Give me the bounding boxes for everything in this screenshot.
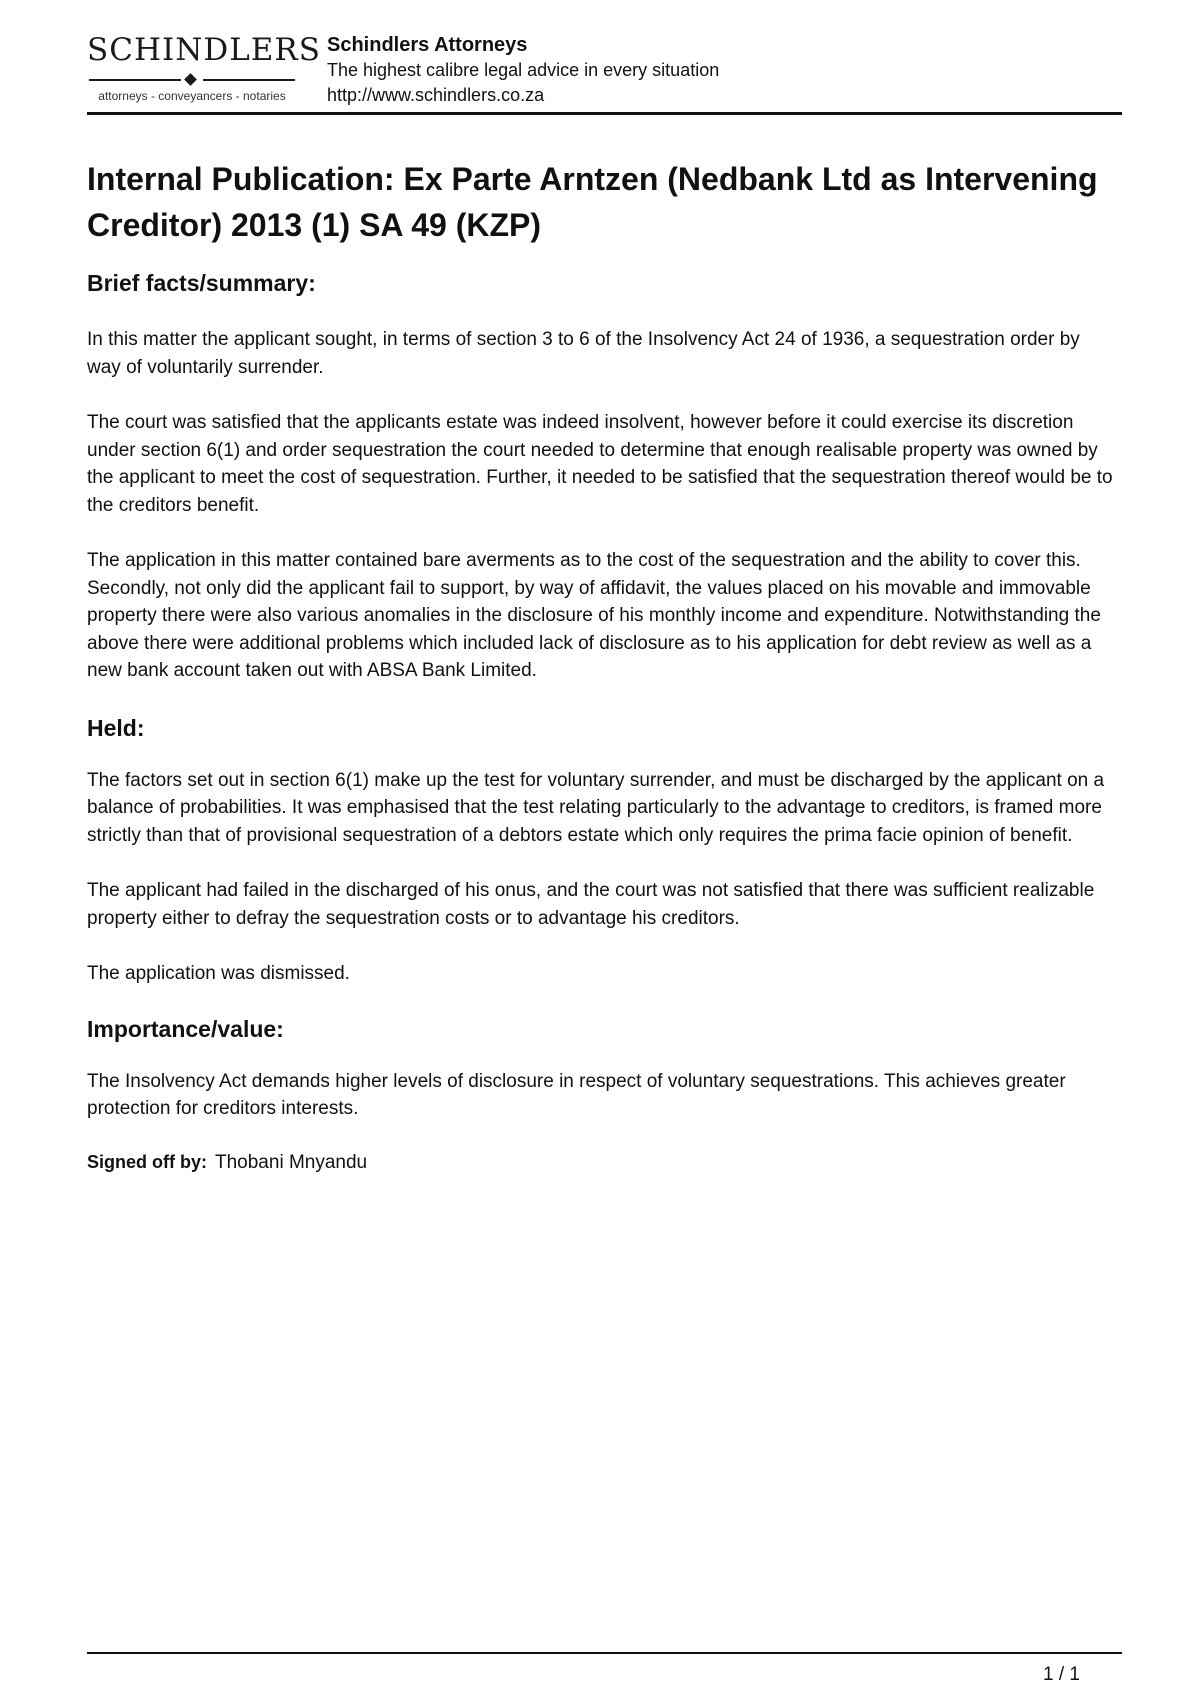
signed-off-name: Thobani Mnyandu	[215, 1151, 368, 1173]
firm-url[interactable]: http://www.schindlers.co.za	[327, 85, 545, 105]
firm-name: Schindlers Attorneys	[327, 34, 528, 56]
schindlers-logo	[87, 32, 322, 104]
paragraph: The Insolvency Act demands higher levels of disclosure in respect of voluntary sequestrations. This achieves greater protection for creditors interests.	[87, 1070, 1066, 1119]
paragraph: The factors set out in section 6(1) make up the test for voluntary surrender, and must be discharged by the applicant on a balance of probabilities. It was emphasised that the test relating particularly to the advantage to creditors, is framed more strictly than that of provisional sequestration of a debtors estate which only requires the prima facie opinion of benefit.	[87, 769, 1105, 846]
paragraph: The applicant had failed in the discharged of his onus, and the court was not satisfied that there was sufficient realizable property either to defray the sequestration costs or to advantage his creditors.	[87, 880, 1095, 929]
footer-divider	[87, 1652, 1122, 1654]
logo-tagline: attorneys - conveyancers - notaries	[98, 89, 286, 103]
logo-wordmark: SCHINDLERS	[87, 32, 322, 68]
section-heading-importance: Importance/value:	[87, 1015, 284, 1042]
article-body	[87, 156, 1117, 1176]
signed-off-label: Signed off by:	[87, 1151, 207, 1172]
logo-rule-left	[89, 79, 181, 81]
diamond-icon	[184, 73, 197, 86]
paragraph: The application in this matter contained bare averments as to the cost of the sequestration and the ability to cover this. Secondly, not only did the applicant fail to support, by way of affidavit, the values placed on his movable and immovable property there were also various anomalies in the disclosure of his monthly income and expenditure. Notwithstanding the above there were additional problems which included lack of disclosure as to his application for debt review as well as a new bank account taken out with ABSA Bank Limited.	[87, 550, 1101, 681]
section-heading-held: Held:	[87, 714, 145, 741]
firm-info	[327, 32, 719, 108]
logo-rule	[89, 74, 295, 86]
page-header	[87, 28, 1122, 115]
paragraph: In this matter the applicant sought, in terms of section 3 to 6 of the Insolvency Act 24 of 1936, a sequestration order by way of voluntarily surrender.	[87, 329, 1080, 378]
paragraph: The application was dismissed.	[87, 963, 350, 984]
section-heading-brief-facts: Brief facts/summary:	[87, 270, 316, 296]
paragraph: The court was satisfied that the applicants estate was indeed insolvent, however before it could exercise its discretion under section 6(1) and order sequestration the court needed to determine that enough realisable property was owned by the applicant to meet the cost of sequestration. Further, it needed to be satisfied that the sequestration thereof would be to the creditors benefit.	[87, 412, 1113, 516]
article-title: Internal Publication: Ex Parte Arntzen (Nedbank Ltd as Intervening Creditor) 2013 (1) SA 49 (KZP)	[87, 161, 1098, 243]
logo-rule-right	[203, 79, 295, 81]
signed-off	[87, 1149, 1117, 1176]
firm-tagline: The highest calibre legal advice in every situation	[327, 60, 720, 80]
page-number: 1 / 1	[1043, 1664, 1080, 1685]
